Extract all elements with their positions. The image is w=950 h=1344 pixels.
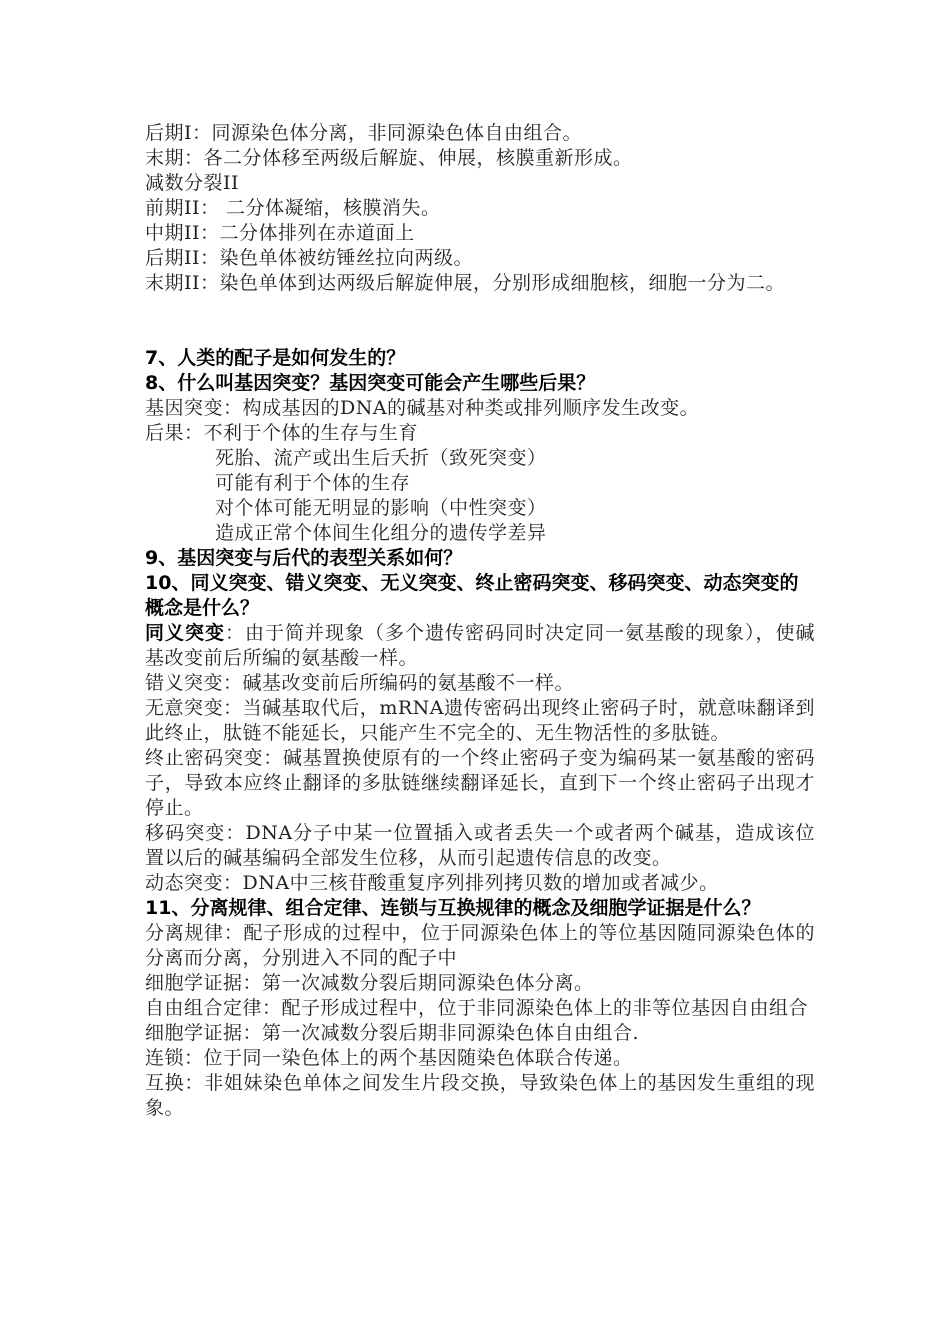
synonymous-term: 同义突变 — [145, 622, 225, 644]
consequence-item: 可能有利于个体的生存 — [215, 472, 411, 494]
answer-line: 自由组合定律：配子形成过程中，位于非同源染色体上的非等位基因自由组合 — [145, 997, 809, 1019]
meiosis-line: 前期II： 二分体凝缩，核膜消失。 — [145, 197, 441, 219]
document-page — [145, 121, 815, 1121]
answer-line: 连锁：位于同一染色体上的两个基因随染色体联合传递。 — [145, 1047, 633, 1069]
meiosis-line: 后期II：染色单体被纺锤丝拉向两级。 — [145, 247, 474, 269]
synonymous-text: ：由于简并现象（多个遗传密码同时决定同一氨基酸的现象），使碱基改变前后所编的氨基酸一样。 — [145, 622, 815, 669]
meiosis-line: 后期I：同源染色体分离，非同源染色体自由组合。 — [145, 122, 583, 144]
meiosis-line: 中期II：二分体排列在赤道面上 — [145, 222, 415, 244]
question-10: 10、同义突变、错义突变、无义突变、终止密码突变、移码突变、动态突变的概念是什么？ — [145, 572, 799, 619]
answer-line: 分离规律：配子形成的过程中，位于同源染色体上的等位基因随同源染色体的分离而分离，分别进入不同的配子中 — [145, 922, 815, 969]
frameshift-mutation: 移码突变：DNA分子中某一位置插入或者丢失一个或者两个碱基，造成该位置以后的碱基编码全部发生位移，从而引起遗传信息的改变。 — [145, 822, 815, 869]
consequence-item: 不利于个体的生存与生育 — [203, 422, 419, 444]
consequence-item: 死胎、流产或出生后夭折（致死突变） — [215, 447, 547, 469]
question-7: 7、人类的配子是如何发生的？ — [145, 347, 406, 369]
dynamic-mutation: 动态突变：DNA中三核苷酸重复序列排列拷贝数的增加或者减少。 — [145, 872, 719, 894]
answer-line: 互换：非姐妹染色单体之间发生片段交换，导致染色体上的基因发生重组的现象。 — [145, 1072, 815, 1119]
stop-codon-mutation: 终止密码突变：碱基置换使原有的一个终止密码子变为编码某一氨基酸的密码子，导致本应终止翻译的多肽链继续翻译延长，直到下一个终止密码子出现才停止。 — [145, 747, 815, 819]
question-9: 9、基因突变与后代的表型关系如何？ — [145, 547, 463, 569]
answer-line: 细胞学证据：第一次减数分裂后期非同源染色体自由组合. — [145, 1022, 640, 1044]
question-8: 8、什么叫基因突变？基因突变可能会产生哪些后果？ — [145, 372, 596, 394]
meiosis-line: 末期II：染色单体到达两级后解旋伸展，分别形成细胞核，细胞一分为二。 — [145, 272, 786, 294]
question-11: 11、分离规律、组合定律、连锁与互换规律的概念及细胞学证据是什么？ — [145, 897, 761, 919]
consequence-item: 造成正常个体间生化组分的遗传学差异 — [215, 522, 547, 544]
missense-mutation: 错义突变：碱基改变前后所编码的氨基酸不一样。 — [145, 672, 575, 694]
mutation-definition: 基因突变：构成基因的DNA的碱基对种类或排列顺序发生改变。 — [145, 397, 700, 419]
section-gap — [145, 296, 815, 346]
meiosis-line: 末期：各二分体移至两级后解旋、伸展，核膜重新形成。 — [145, 147, 633, 169]
consequence-first — [145, 421, 815, 446]
synonymous-mutation — [145, 621, 815, 671]
consequence-label: 后果： — [145, 422, 204, 444]
meiosis-line: 减数分裂II — [145, 172, 240, 194]
nonsense-mutation: 无意突变：当碱基取代后，mRNA遗传密码出现终止密码子时，就意味翻译到此终止，肽链不能延长，只能产生不完全的、无生物活性的多肽链。 — [145, 697, 815, 744]
answer-line: 细胞学证据：第一次减数分裂后期同源染色体分离。 — [145, 972, 594, 994]
consequence-item: 对个体可能无明显的影响（中性突变） — [215, 497, 547, 519]
